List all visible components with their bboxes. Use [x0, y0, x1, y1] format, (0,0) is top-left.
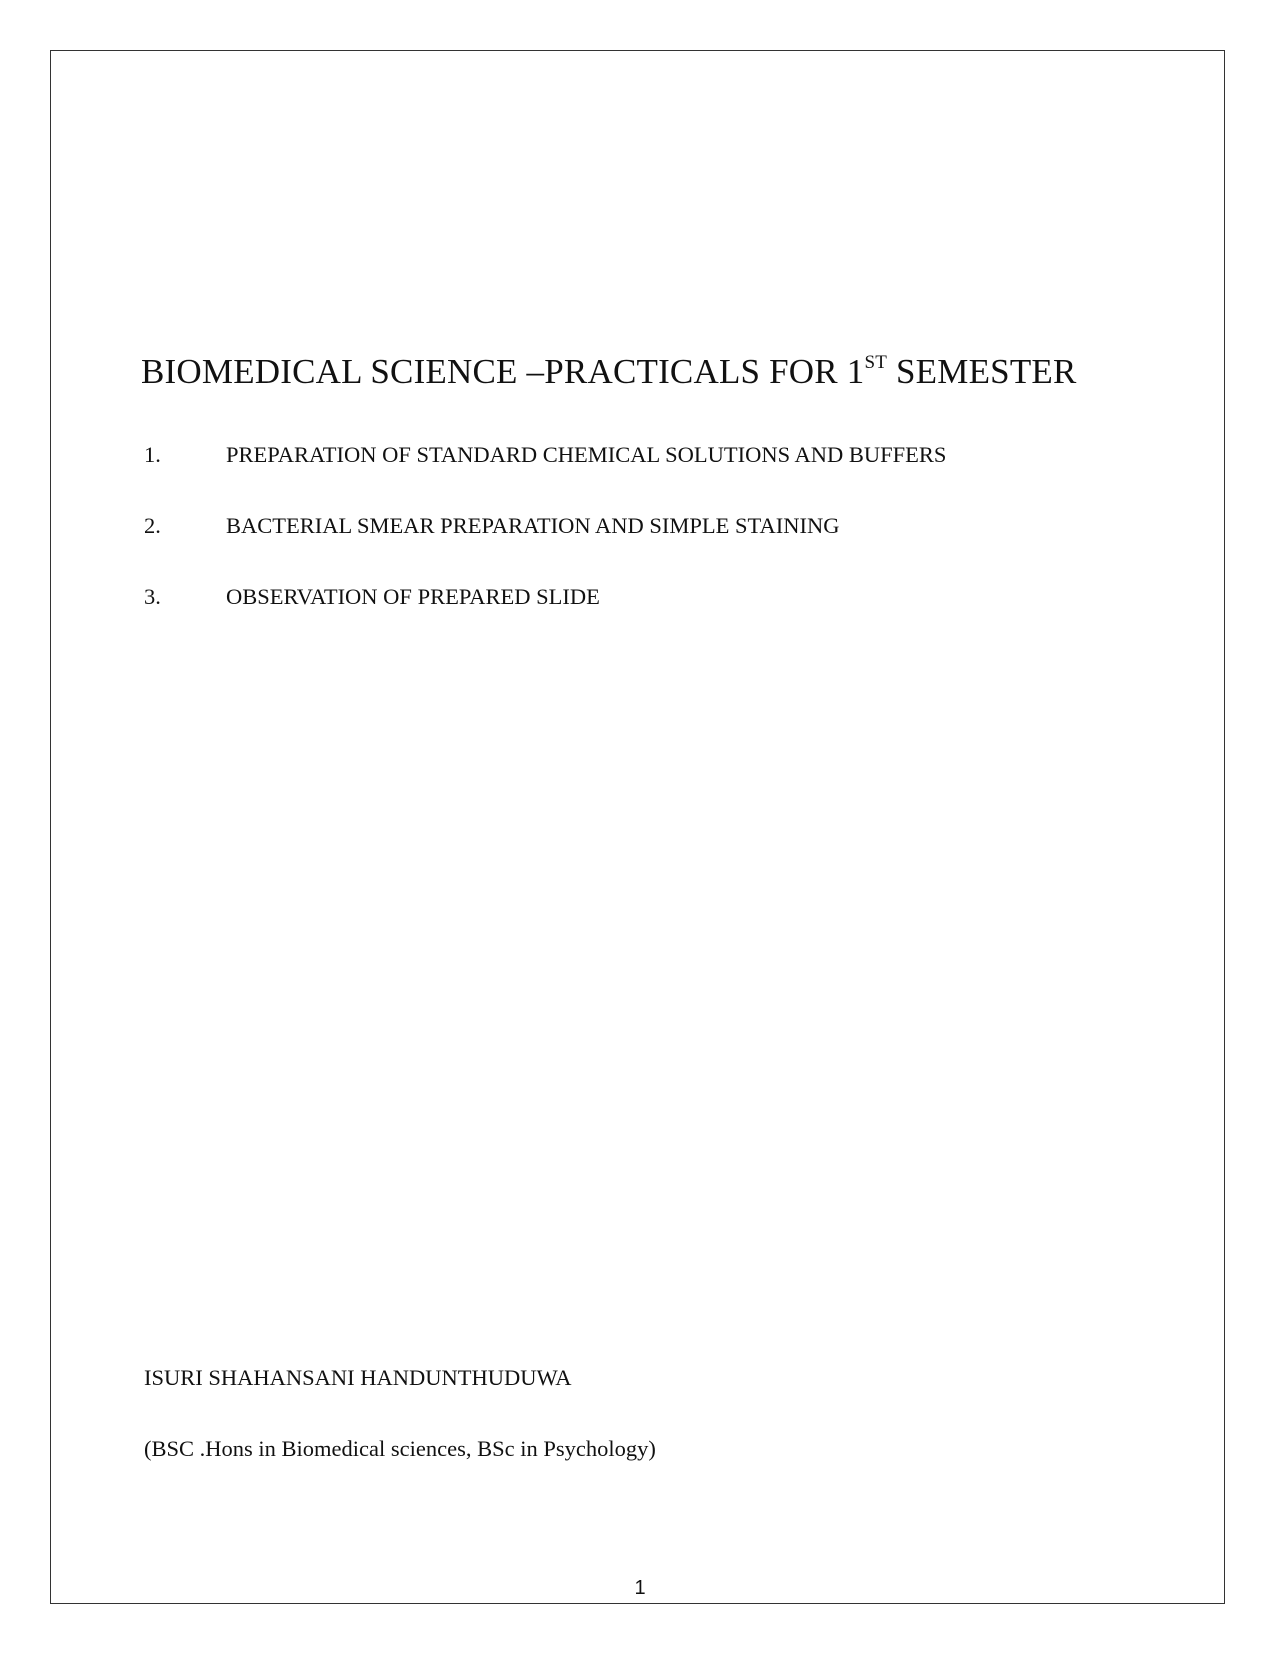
title-superscript: ST: [864, 352, 888, 373]
list-item-number: 3.: [144, 584, 161, 609]
document-title: [141, 354, 1077, 389]
title-main: BIOMEDICAL SCIENCE –PRACTICALS FOR 1: [141, 352, 865, 391]
author-credentials: (BSC .Hons in Biomedical sciences, BSc in Psychology): [144, 1436, 656, 1461]
list-item-text: PREPARATION OF STANDARD CHEMICAL SOLUTIONS AND BUFFERS: [226, 442, 947, 467]
list-item-text: OBSERVATION OF PREPARED SLIDE: [226, 584, 600, 609]
list-item-text: BACTERIAL SMEAR PREPARATION AND SIMPLE STAINING: [226, 513, 840, 538]
list-item-number: 2.: [144, 513, 161, 538]
title-end: SEMESTER: [887, 352, 1077, 391]
author-name: ISURI SHAHANSANI HANDUNTHUDUWA: [144, 1365, 572, 1390]
list-item-number: 1.: [144, 442, 161, 467]
page-number: 1: [634, 1577, 646, 1599]
